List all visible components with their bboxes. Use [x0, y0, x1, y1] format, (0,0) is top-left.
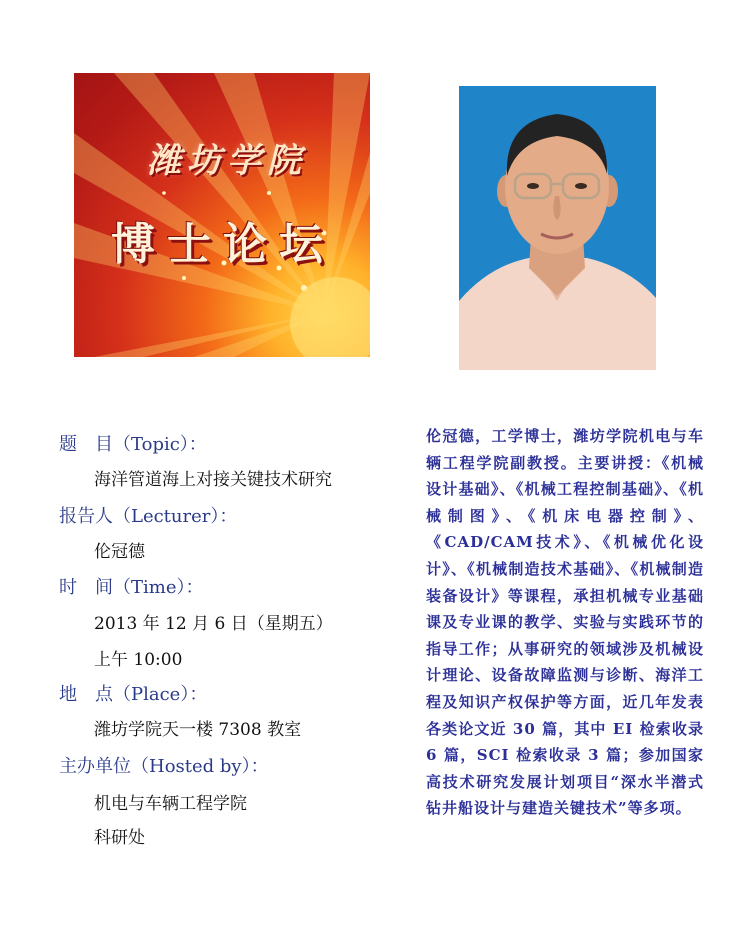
host-value-2: 科研处	[94, 828, 145, 848]
topic-label: 题 目（Topic）：	[59, 434, 207, 455]
host-value-1: 机电与车辆工程学院	[94, 794, 247, 814]
time-clock: 上午 10:00	[94, 650, 183, 670]
forum-banner	[74, 73, 370, 357]
bio-name: 伦冠德，	[426, 427, 492, 445]
banner-college-title: 潍坊学院	[147, 141, 307, 181]
topic-value: 海洋管道海上对接关键技术研究	[94, 470, 332, 490]
host-label: 主办单位（Hosted by）：	[59, 756, 269, 777]
lecturer-portrait	[459, 86, 656, 370]
bio-text: 工学博士，潍坊学院机电与车辆工程学院副教授。主要讲授：《机械设计基础》、《机械工程控制基础》、《机械制图》、《机床电器控制》、《CAD/CAM技术》、《机械优化设计》、《机械制造技术基础》、《机械制造装备设计》等课程，承担机械专业基础课及专业课的教学、实验与实践环节的指导工作；从事研究的领域涉及机械设计理论、设备故障监测与诊断、海洋工程及知识产权保护等方面，近几年发表各类论文近 30 篇，其中 EI 检索收录 6 篇，SCI 检索收录 3 篇；参加国家高技术研究发展计划项目“深水半潜式钻井船设计与建造关键技术”等多项。	[426, 427, 704, 818]
place-label: 地 点（Place）：	[59, 684, 208, 705]
banner-forum-title: 博士论坛	[111, 219, 335, 270]
lecturer-value: 伦冠德	[94, 542, 145, 562]
place-value: 潍坊学院天一楼 7308 教室	[94, 720, 302, 740]
time-date: 2013 年 12 月 6 日（星期五）	[94, 614, 333, 634]
time-label: 时 间（Time）：	[59, 577, 204, 598]
lecturer-label: 报告人（Lecturer）：	[59, 506, 238, 527]
lecturer-bio	[426, 423, 704, 822]
